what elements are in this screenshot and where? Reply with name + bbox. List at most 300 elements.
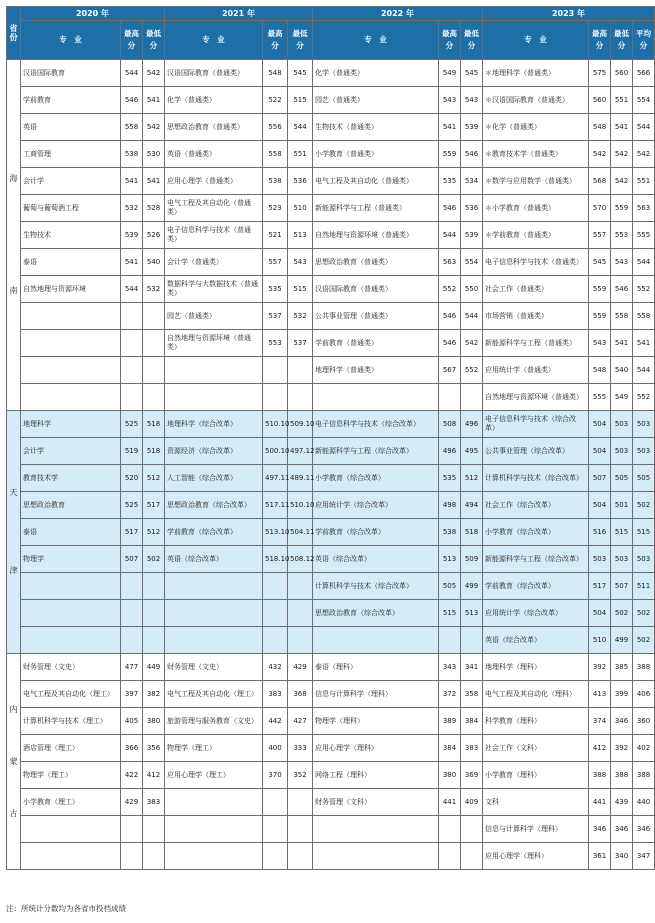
max-score-cell: 366 <box>121 735 143 762</box>
avg-score-cell: 388 <box>633 762 655 789</box>
min-score-cell: 542 <box>461 330 483 357</box>
max-score-cell: 516 <box>589 519 611 546</box>
max-score-cell: 549 <box>439 60 461 87</box>
avg-score-cell: 542 <box>633 141 655 168</box>
min-score-cell <box>288 816 313 843</box>
max-score-cell: 498 <box>439 492 461 519</box>
avg-score-cell: 511 <box>633 573 655 600</box>
max-score-cell: 517.11 <box>263 492 288 519</box>
max-score-cell: 558 <box>121 114 143 141</box>
min-score-cell <box>143 573 165 600</box>
major-cell: 科学教育（理科） <box>483 708 589 735</box>
min-score-cell: 510.10 <box>288 492 313 519</box>
major-cell: 葡萄与葡萄酒工程 <box>21 195 121 222</box>
major-cell: 财务管理（文史） <box>165 654 263 681</box>
major-cell: 学前教育（普通类） <box>313 330 439 357</box>
major-cell <box>313 384 439 411</box>
max-score-cell: 521 <box>263 222 288 249</box>
major-cell <box>21 627 121 654</box>
major-cell: 园艺（普通类） <box>165 303 263 330</box>
major-cell: 电子信息科学与技术（普通类） <box>483 249 589 276</box>
major-cell <box>21 600 121 627</box>
table-row <box>7 249 655 276</box>
min-score-cell: 341 <box>461 654 483 681</box>
min-score-cell: 541 <box>611 114 633 141</box>
min-score-cell <box>288 843 313 870</box>
avg-score-cell: 515 <box>633 519 655 546</box>
major-header: 专 业 <box>165 21 263 60</box>
max-score-cell: 548 <box>589 357 611 384</box>
max-score-cell: 504 <box>589 600 611 627</box>
avg-score-cell: 402 <box>633 735 655 762</box>
min-score-cell: 409 <box>461 789 483 816</box>
min-score-cell: 553 <box>611 222 633 249</box>
max-score-cell: 496 <box>439 438 461 465</box>
min-score-cell: 496 <box>461 411 483 438</box>
min-score-cell: 539 <box>461 222 483 249</box>
min-score-cell: 526 <box>143 222 165 249</box>
min-score-cell: 536 <box>461 195 483 222</box>
max-score-cell: 432 <box>263 654 288 681</box>
max-score-cell: 441 <box>439 789 461 816</box>
min-score-header: 最低分 <box>143 21 165 60</box>
avg-score-cell: 554 <box>633 87 655 114</box>
max-score-cell <box>263 357 288 384</box>
max-score-cell <box>263 789 288 816</box>
max-score-cell: 389 <box>439 708 461 735</box>
max-score-cell: 541 <box>121 249 143 276</box>
min-score-cell: 515 <box>288 276 313 303</box>
min-score-cell: 346 <box>611 816 633 843</box>
max-score-cell: 546 <box>439 303 461 330</box>
max-score-cell: 555 <box>589 384 611 411</box>
max-score-cell: 543 <box>439 87 461 114</box>
avg-score-cell: 552 <box>633 384 655 411</box>
max-score-cell: 535 <box>439 465 461 492</box>
table-row <box>7 438 655 465</box>
max-score-cell: 532 <box>121 195 143 222</box>
max-score-cell: 546 <box>121 87 143 114</box>
min-score-cell: 383 <box>461 735 483 762</box>
min-score-cell: 543 <box>461 87 483 114</box>
max-score-cell: 508 <box>439 411 461 438</box>
major-cell: 自然地理与资源环境（普通类） <box>165 330 263 357</box>
major-cell <box>313 627 439 654</box>
major-cell <box>21 573 121 600</box>
major-cell: 酒店管理（理工） <box>21 735 121 762</box>
major-cell: 市场营销（普通类） <box>483 303 589 330</box>
min-score-cell: 545 <box>461 60 483 87</box>
major-cell <box>165 357 263 384</box>
major-cell <box>165 384 263 411</box>
max-score-cell: 538 <box>263 168 288 195</box>
min-score-cell: 542 <box>611 168 633 195</box>
avg-score-header: 平均分 <box>633 21 655 60</box>
major-cell: 化学（普通类） <box>313 60 439 87</box>
table-row <box>7 222 655 249</box>
major-cell: 自然地理与资源环境（普通类） <box>483 384 589 411</box>
min-score-cell <box>288 600 313 627</box>
min-score-cell <box>461 816 483 843</box>
max-score-cell <box>263 816 288 843</box>
major-cell: 应用心理学（理工） <box>165 762 263 789</box>
min-score-cell: 532 <box>143 276 165 303</box>
avg-score-cell: 563 <box>633 195 655 222</box>
min-score-cell: 518 <box>461 519 483 546</box>
min-score-cell: 499 <box>611 627 633 654</box>
max-score-cell: 441 <box>589 789 611 816</box>
max-score-cell: 507 <box>121 546 143 573</box>
province-cell-tianjin: 天 津 <box>7 411 21 654</box>
max-score-cell: 380 <box>439 762 461 789</box>
min-score-cell: 497.12 <box>288 438 313 465</box>
year-2022-header: 2022 年 <box>313 7 483 21</box>
max-score-cell <box>263 843 288 870</box>
max-score-cell: 517 <box>121 519 143 546</box>
min-score-cell: 384 <box>461 708 483 735</box>
min-score-cell <box>143 303 165 330</box>
min-score-cell: 515 <box>611 519 633 546</box>
max-score-cell: 538 <box>439 519 461 546</box>
min-score-header: 最低分 <box>461 21 483 60</box>
min-score-cell: 528 <box>143 195 165 222</box>
major-cell: 会计学 <box>21 438 121 465</box>
major-cell <box>21 357 121 384</box>
major-cell: 数据科学与大数据技术（普通类） <box>165 276 263 303</box>
major-cell: 电气工程及其自动化（普通类） <box>165 195 263 222</box>
major-cell: 公共事业管理（普通类） <box>313 303 439 330</box>
min-score-cell <box>288 384 313 411</box>
min-score-cell: 495 <box>461 438 483 465</box>
major-cell: 公共事业管理（综合改革） <box>483 438 589 465</box>
major-cell: 汉语国际教育（普通类） <box>313 276 439 303</box>
max-score-cell <box>439 816 461 843</box>
table-row <box>7 519 655 546</box>
major-cell: 英语（综合改革） <box>165 546 263 573</box>
table-row <box>7 573 655 600</box>
max-score-cell: 517 <box>589 573 611 600</box>
major-cell: 电气工程及其自动化（理科） <box>483 681 589 708</box>
major-cell: 会计学（普通类） <box>165 249 263 276</box>
min-score-header: 最低分 <box>611 21 633 60</box>
major-cell <box>21 816 121 843</box>
min-score-cell: 399 <box>611 681 633 708</box>
max-score-header: 最高分 <box>439 21 461 60</box>
major-cell: 地理科学 <box>21 411 121 438</box>
major-cell: 泰语（理科） <box>313 654 439 681</box>
major-cell: 人工智能（综合改革） <box>165 465 263 492</box>
max-score-cell: 442 <box>263 708 288 735</box>
max-score-cell: 518.10 <box>263 546 288 573</box>
min-score-cell: 541 <box>611 330 633 357</box>
min-score-header: 最低分 <box>288 21 313 60</box>
table-row <box>7 492 655 519</box>
major-cell: ＊教育技术学（普通类） <box>483 141 589 168</box>
min-score-cell: 368 <box>288 681 313 708</box>
min-score-cell: 559 <box>611 195 633 222</box>
max-score-cell: 504 <box>589 411 611 438</box>
max-score-cell: 346 <box>589 816 611 843</box>
major-cell: 物理学 <box>21 546 121 573</box>
min-score-cell <box>143 627 165 654</box>
max-score-cell <box>263 573 288 600</box>
min-score-cell <box>288 357 313 384</box>
max-score-cell: 522 <box>263 87 288 114</box>
major-cell: 电子信息科学与技术（综合改革） <box>313 411 439 438</box>
major-cell: ＊汉语国际教育（普通类） <box>483 87 589 114</box>
max-score-cell: 541 <box>439 114 461 141</box>
avg-score-cell: 360 <box>633 708 655 735</box>
min-score-cell: 541 <box>143 168 165 195</box>
major-cell <box>165 789 263 816</box>
table-row <box>7 843 655 870</box>
max-score-cell <box>121 303 143 330</box>
major-cell <box>21 384 121 411</box>
max-score-cell: 429 <box>121 789 143 816</box>
major-cell: 思想政治教育（综合改革） <box>165 492 263 519</box>
major-cell: 学前教育 <box>21 87 121 114</box>
avg-score-cell: 503 <box>633 438 655 465</box>
max-score-cell: 372 <box>439 681 461 708</box>
table-row <box>7 384 655 411</box>
major-cell: 信息与计算科学（理科） <box>313 681 439 708</box>
table-row <box>7 195 655 222</box>
major-cell: 新能源科学与工程（普通类） <box>313 195 439 222</box>
major-cell <box>165 600 263 627</box>
min-score-cell <box>143 357 165 384</box>
major-header: 专 业 <box>313 21 439 60</box>
max-score-cell: 413 <box>589 681 611 708</box>
major-cell: 电气工程及其自动化（普通类） <box>313 168 439 195</box>
year-2020-header: 2020 年 <box>21 7 165 21</box>
score-table-body <box>7 60 655 870</box>
major-cell: 小学教育（综合改革） <box>483 519 589 546</box>
major-cell: 泰语 <box>21 519 121 546</box>
max-score-cell: 510.10 <box>263 411 288 438</box>
max-score-cell <box>121 357 143 384</box>
max-score-cell: 556 <box>263 114 288 141</box>
max-score-cell: 361 <box>589 843 611 870</box>
min-score-cell: 539 <box>461 114 483 141</box>
major-cell: 英语（普通类） <box>165 141 263 168</box>
max-score-cell: 568 <box>589 168 611 195</box>
min-score-cell <box>143 330 165 357</box>
major-cell: 自然地理与资源环境（普通类） <box>313 222 439 249</box>
major-cell: 教育技术学 <box>21 465 121 492</box>
avg-score-cell: 551 <box>633 168 655 195</box>
table-row <box>7 735 655 762</box>
min-score-cell: 544 <box>461 303 483 330</box>
table-row <box>7 60 655 87</box>
max-score-cell: 535 <box>263 276 288 303</box>
max-score-cell <box>121 330 143 357</box>
min-score-cell: 542 <box>143 114 165 141</box>
min-score-cell <box>288 573 313 600</box>
province-cell-hainan: 海 南 <box>7 60 21 411</box>
avg-score-cell: 502 <box>633 627 655 654</box>
min-score-cell: 554 <box>461 249 483 276</box>
max-score-cell <box>121 384 143 411</box>
max-score-cell: 388 <box>589 762 611 789</box>
min-score-cell: 540 <box>611 357 633 384</box>
major-cell: 计算机科学与技术（综合改革） <box>483 465 589 492</box>
major-cell: 地理科学（普通类） <box>313 357 439 384</box>
max-score-cell: 563 <box>439 249 461 276</box>
major-cell: 地理科学（综合改革） <box>165 411 263 438</box>
major-cell: 社会工作（综合改革） <box>483 492 589 519</box>
min-score-cell: 449 <box>143 654 165 681</box>
major-cell: 物理学（理工） <box>21 762 121 789</box>
major-cell <box>313 816 439 843</box>
max-score-cell: 535 <box>439 168 461 195</box>
min-score-cell: 499 <box>461 573 483 600</box>
major-cell: ＊小学教育（普通类） <box>483 195 589 222</box>
table-row <box>7 789 655 816</box>
table-row <box>7 600 655 627</box>
max-score-cell: 497.11 <box>263 465 288 492</box>
min-score-cell: 518 <box>143 411 165 438</box>
table-row <box>7 168 655 195</box>
province-header: 省份 <box>7 7 21 60</box>
max-score-cell: 552 <box>439 276 461 303</box>
major-cell: ＊化学（普通类） <box>483 114 589 141</box>
table-row <box>7 276 655 303</box>
province-cell-inner-mongolia: 内 蒙 古 <box>7 654 21 870</box>
min-score-cell: 512 <box>143 519 165 546</box>
min-score-cell: 558 <box>611 303 633 330</box>
avg-score-cell: 566 <box>633 60 655 87</box>
table-row <box>7 762 655 789</box>
min-score-cell: 369 <box>461 762 483 789</box>
major-cell: 小学教育（理工） <box>21 789 121 816</box>
max-score-cell: 559 <box>589 276 611 303</box>
min-score-cell: 512 <box>143 465 165 492</box>
max-score-cell: 537 <box>263 303 288 330</box>
major-cell <box>21 330 121 357</box>
max-score-cell: 397 <box>121 681 143 708</box>
max-score-cell: 544 <box>121 276 143 303</box>
min-score-cell: 508.12 <box>288 546 313 573</box>
max-score-cell: 383 <box>263 681 288 708</box>
min-score-cell: 380 <box>143 708 165 735</box>
major-cell: 新能源科学与工程（综合改革） <box>313 438 439 465</box>
max-score-cell: 523 <box>263 195 288 222</box>
major-cell: 思想政治教育 <box>21 492 121 519</box>
max-score-cell <box>121 816 143 843</box>
min-score-cell: 549 <box>611 384 633 411</box>
min-score-cell <box>288 627 313 654</box>
max-score-cell: 412 <box>589 735 611 762</box>
max-score-cell: 515 <box>439 600 461 627</box>
major-cell: 信息与计算科学（理科） <box>483 816 589 843</box>
major-cell: 物理学（理科） <box>313 708 439 735</box>
major-cell: ＊数学与应用数学（普通类） <box>483 168 589 195</box>
avg-score-cell: 346 <box>633 816 655 843</box>
min-score-cell: 439 <box>611 789 633 816</box>
major-cell: 旅游管理与服务教育（文史） <box>165 708 263 735</box>
max-score-cell: 400 <box>263 735 288 762</box>
table-row <box>7 303 655 330</box>
avg-score-cell: 347 <box>633 843 655 870</box>
major-cell: 会计学 <box>21 168 121 195</box>
min-score-cell <box>461 843 483 870</box>
major-cell: 英语 <box>21 114 121 141</box>
max-score-cell: 546 <box>439 330 461 357</box>
major-cell <box>21 303 121 330</box>
max-score-cell: 510 <box>589 627 611 654</box>
major-cell: 新能源科学与工程（综合改革） <box>483 546 589 573</box>
max-score-cell: 570 <box>589 195 611 222</box>
major-cell: 地理科学（理科） <box>483 654 589 681</box>
min-score-cell: 532 <box>288 303 313 330</box>
min-score-cell: 392 <box>611 735 633 762</box>
max-score-cell: 548 <box>589 114 611 141</box>
score-table-wrapper <box>6 6 651 870</box>
min-score-cell: 541 <box>143 87 165 114</box>
year-2021-header: 2021 年 <box>165 7 313 21</box>
table-row <box>7 708 655 735</box>
max-score-cell: 546 <box>439 195 461 222</box>
min-score-cell: 388 <box>611 762 633 789</box>
major-cell: 社会工作（普通类） <box>483 276 589 303</box>
major-cell: 生物技术 <box>21 222 121 249</box>
min-score-cell: 513 <box>461 600 483 627</box>
max-score-cell <box>439 843 461 870</box>
min-score-cell: 540 <box>143 249 165 276</box>
max-score-cell: 513.10 <box>263 519 288 546</box>
min-score-cell: 505 <box>611 465 633 492</box>
min-score-cell: 429 <box>288 654 313 681</box>
min-score-cell: 542 <box>143 60 165 87</box>
max-score-cell: 539 <box>121 222 143 249</box>
max-score-cell: 500.10 <box>263 438 288 465</box>
max-score-cell: 541 <box>121 168 143 195</box>
major-cell: 汉语国际教育 <box>21 60 121 87</box>
min-score-cell: 543 <box>288 249 313 276</box>
min-score-cell: 507 <box>611 573 633 600</box>
max-score-cell: 520 <box>121 465 143 492</box>
major-cell: 应用心理学（理科） <box>313 735 439 762</box>
max-score-cell <box>263 384 288 411</box>
year-2023-header: 2023 年 <box>483 7 655 21</box>
major-cell: 思想政治教育（综合改革） <box>313 600 439 627</box>
min-score-cell: 504.11 <box>288 519 313 546</box>
min-score-cell: 340 <box>611 843 633 870</box>
major-cell: 小学教育（综合改革） <box>313 465 439 492</box>
max-score-cell: 504 <box>589 438 611 465</box>
min-score-cell: 503 <box>611 411 633 438</box>
major-header: 专 业 <box>21 21 121 60</box>
major-cell <box>313 843 439 870</box>
max-score-header: 最高分 <box>589 21 611 60</box>
major-cell: 财务管理（文科） <box>313 789 439 816</box>
max-score-cell <box>439 627 461 654</box>
min-score-cell: 546 <box>461 141 483 168</box>
major-cell: 英语（综合改革） <box>313 546 439 573</box>
major-cell: 工商管理 <box>21 141 121 168</box>
max-score-cell: 370 <box>263 762 288 789</box>
table-row <box>7 87 655 114</box>
min-score-cell: 518 <box>143 438 165 465</box>
max-score-cell: 503 <box>589 546 611 573</box>
min-score-cell: 543 <box>611 249 633 276</box>
major-header: 专 业 <box>483 21 589 60</box>
max-score-cell <box>439 384 461 411</box>
min-score-cell: 551 <box>288 141 313 168</box>
avg-score-cell: 558 <box>633 303 655 330</box>
min-score-cell: 517 <box>143 492 165 519</box>
min-score-cell <box>143 843 165 870</box>
